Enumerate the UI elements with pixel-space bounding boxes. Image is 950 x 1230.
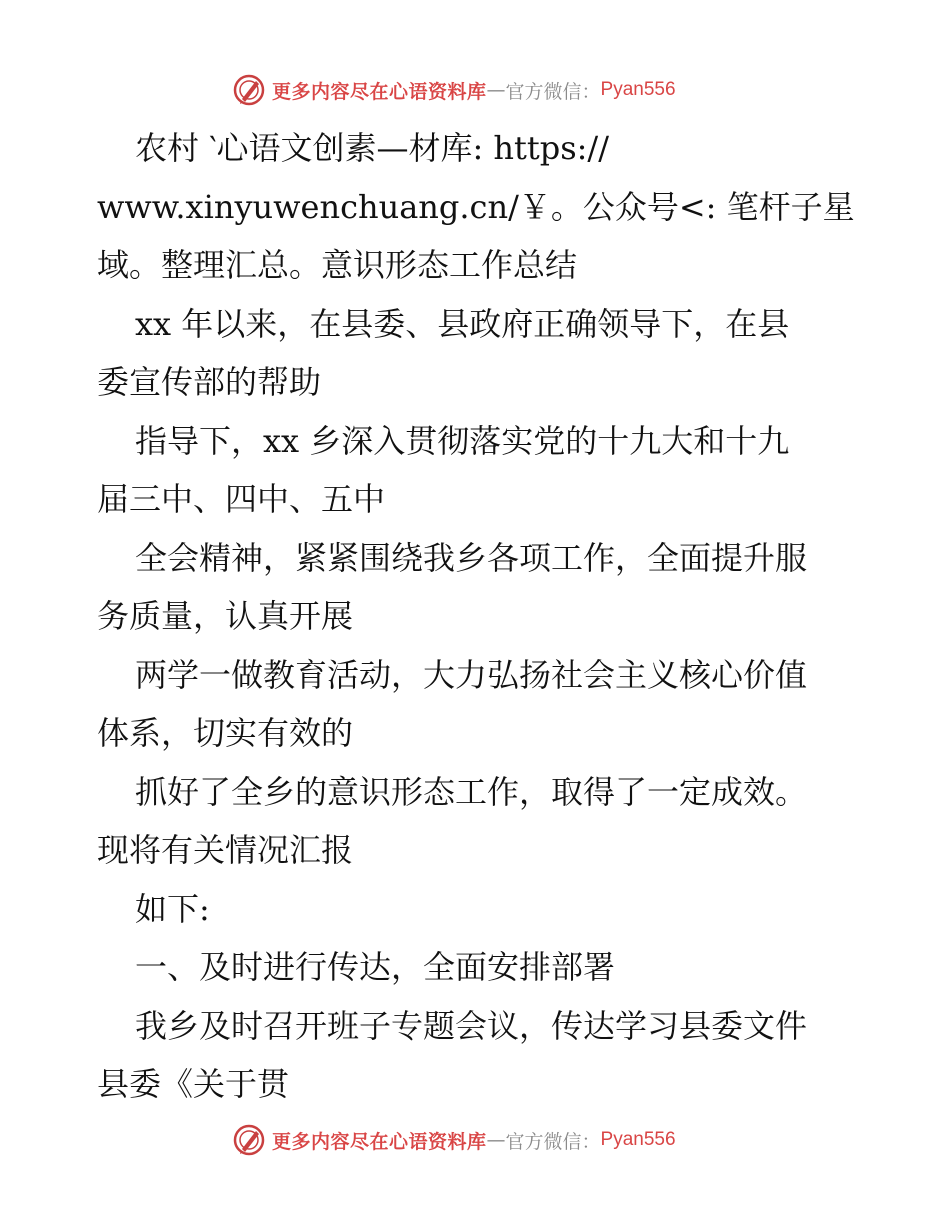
doc-line: 委宣传部的帮助 — [97, 363, 322, 401]
doc-line: 务质量，认真开展 — [97, 597, 354, 635]
watermark-dash: — — [486, 79, 506, 101]
doc-line: 全会精神，紧紧围绕我乡各项工作，全面提升服 — [135, 538, 808, 577]
watermark-main-text: 更多内容尽在心语资料库 — [272, 1130, 487, 1153]
pen-logo-icon — [232, 73, 266, 107]
header-watermark — [232, 70, 676, 110]
doc-line: 指导下，xx 乡深入贯彻落实党的十九大和十九 — [135, 421, 790, 460]
document-body — [97, 119, 867, 1114]
watermark-wechat-label: 官方微信： — [505, 80, 601, 103]
watermark-main-text: 更多内容尽在心语资料库 — [272, 80, 487, 103]
pen-logo-icon — [232, 1123, 266, 1157]
footer-watermark — [232, 1120, 676, 1160]
doc-line: 县委《关于贯 — [97, 1065, 290, 1103]
doc-line: 体系，切实有效的 — [97, 714, 354, 752]
doc-line: 现将有关情况汇报 — [97, 831, 354, 869]
doc-line: www.xinyuwenchuang.cn/￥。公众号<: 笔杆子星 — [97, 187, 855, 226]
doc-line: 我乡及时召开班子专题会议，传达学习县委文件 — [135, 1006, 808, 1045]
doc-line: 两学一做教育活动，大力弘扬社会主义核心价值 — [135, 655, 808, 694]
doc-line: 域。整理汇总。意识形态工作总结 — [97, 246, 578, 284]
section-heading: 一、及时进行传达，全面安排部署 — [135, 948, 616, 986]
watermark-wechat-id: Pyan556 — [600, 1129, 676, 1150]
doc-line: 抓好了全乡的意识形态工作，取得了一定成效。 — [135, 772, 808, 811]
watermark-wechat-id: Pyan556 — [600, 79, 676, 100]
doc-line: xx 年以来，在县委、县政府正确领导下，在县 — [135, 304, 790, 343]
doc-line: 届三中、四中、五中 — [97, 480, 386, 518]
watermark-dash: — — [486, 1129, 506, 1151]
doc-line: 如下: — [135, 889, 210, 928]
doc-line: 农村 ‵心语文创素—材库: https:// — [135, 129, 609, 167]
watermark-wechat-label: 官方微信： — [505, 1130, 601, 1153]
